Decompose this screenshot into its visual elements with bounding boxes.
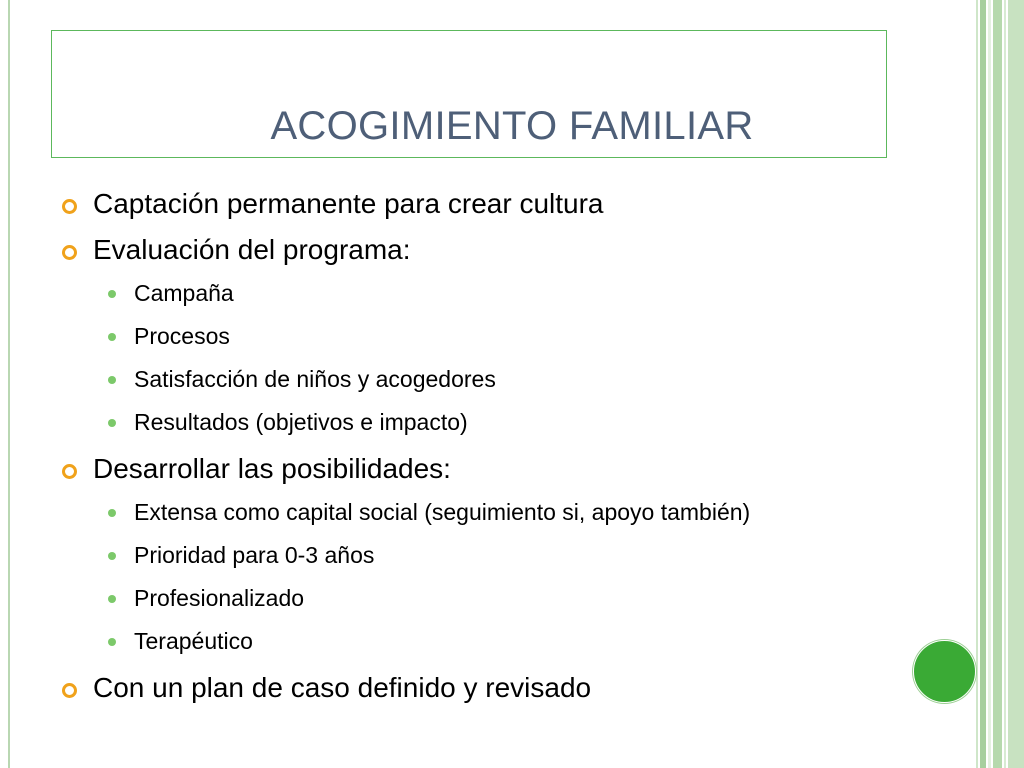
- bullet-text: Desarrollar las posibilidades:: [93, 453, 451, 484]
- ring-bullet-icon: [62, 683, 77, 698]
- sub-bullet-list: [62, 276, 842, 439]
- green-circle-decoration: [913, 640, 976, 703]
- sub-bullet-text: Resultados (objetivos e impacto): [134, 409, 468, 435]
- sub-bullet-text: Profesionalizado: [134, 585, 305, 611]
- sub-bullet-item: [62, 319, 842, 353]
- dot-bullet-icon: [108, 638, 116, 646]
- sub-bullet-item: [62, 624, 842, 658]
- sub-bullet-text: Prioridad para 0-3 años: [134, 542, 375, 568]
- bullet-list: [62, 186, 842, 716]
- dot-bullet-icon: [108, 595, 116, 603]
- bullet-text: Evaluación del programa:: [93, 234, 411, 265]
- sub-bullet-list: [62, 495, 842, 658]
- bullet-item: [62, 670, 842, 706]
- sub-bullet-item: [62, 495, 774, 529]
- sub-bullet-text: Procesos: [134, 323, 230, 349]
- sub-bullet-item: [62, 581, 842, 615]
- dot-bullet-icon: [108, 376, 116, 384]
- sub-bullet-text: Satisfacción de niños y acogedores: [134, 366, 496, 392]
- bullet-item: [62, 186, 842, 222]
- sub-bullet-text: Terapéutico: [134, 628, 253, 654]
- bullet-item: [62, 451, 842, 487]
- ring-bullet-icon: [62, 245, 77, 260]
- dot-bullet-icon: [108, 333, 116, 341]
- slide-title: ACOGIMIENTO FAMILIAR: [270, 104, 754, 148]
- dot-bullet-icon: [108, 290, 116, 298]
- bullet-item: [62, 232, 842, 268]
- bullet-text: Captación permanente para crear cultura: [93, 188, 604, 219]
- ring-bullet-icon: [62, 199, 77, 214]
- sub-bullet-item: [62, 538, 842, 572]
- bullet-text: Con un plan de caso definido y revisado: [93, 672, 592, 703]
- dot-bullet-icon: [108, 552, 116, 560]
- sub-bullet-text: Campaña: [134, 280, 234, 306]
- sub-bullet-text: Extensa como capital social (seguimiento si, apoyo también): [134, 499, 751, 525]
- ring-bullet-icon: [62, 464, 77, 479]
- sub-bullet-item: [62, 362, 842, 396]
- dot-bullet-icon: [108, 419, 116, 427]
- sub-bullet-item: [62, 405, 842, 439]
- sub-bullet-item: [62, 276, 842, 310]
- dot-bullet-icon: [108, 509, 116, 517]
